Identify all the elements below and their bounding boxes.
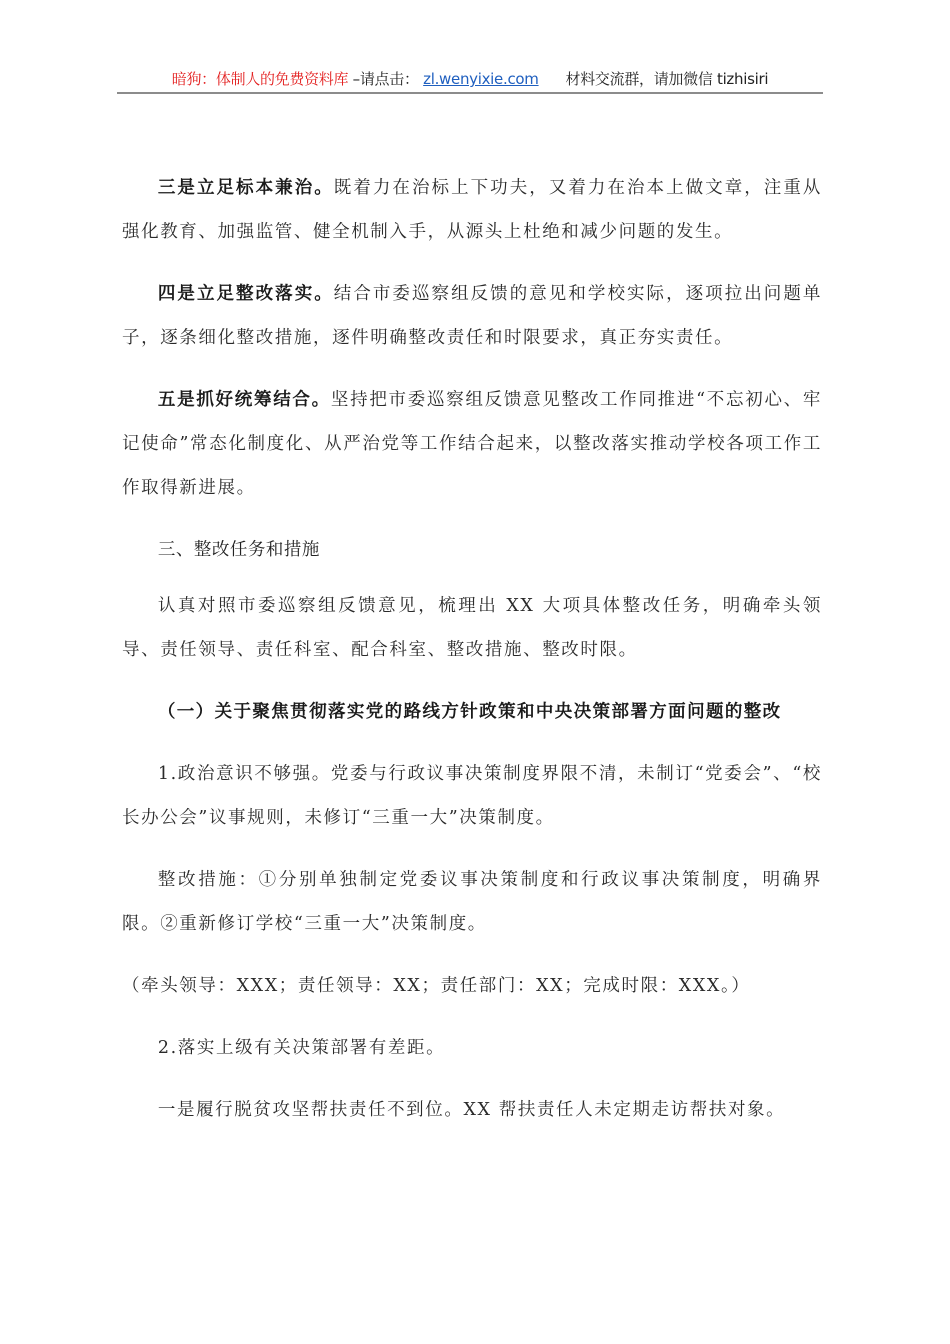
header-divider [117, 92, 823, 94]
paragraph-lead: 三是立足标本兼治。 [157, 178, 334, 198]
item-1-responsibility: （牵头领导：XXX；责任领导：XX；责任部门：XX；完成时限：XXX。） [122, 976, 751, 996]
item-1-measures: 整改措施：①分别单独制定党委议事决策制度和行政议事决策制度，明确界限。②重新修订学校“三重一大”决策制度。 [122, 870, 822, 934]
paragraph-lead: 五是抓好统筹结合。 [157, 390, 331, 410]
item-1: 1.政治意识不够强。党委与行政议事决策制度界限不清，未制订“党委会”、“校长办公会”议事规则，未修订“三重一大”决策制度。 [122, 764, 822, 828]
sub-heading-text: （一）关于聚焦贯彻落实党的路线方针政策和中央决策部署方面问题的整改 [157, 702, 782, 722]
paragraph-principle-3 [122, 166, 822, 254]
document-body [122, 166, 822, 1150]
paragraph-text: 既着力在治标上下功夫，又着力在治本上做文章，注重从强化教育、加强监管、健全机制入手，从源头上杜绝和减少问题的发生。 [122, 178, 822, 242]
page-header [117, 66, 823, 92]
sub-heading [122, 690, 822, 734]
section-heading-text: 三、整改任务和措施 [157, 540, 320, 560]
paragraph-principle-4 [122, 272, 822, 360]
header-contact: 材料交流群，请加微信 tizhisiri [565, 70, 769, 88]
paragraph-text: 坚持把市委巡察组反馈意见整改工作同推进“不忘初心、牢记使命”常态化制度化、从严治党等工作结合起来，以整改落实推动学校各项工作工作取得新进展。 [122, 390, 823, 498]
header-click-prefix: –请点击： [352, 70, 419, 88]
header-website-link[interactable]: zl.wenyixie.com [423, 70, 539, 88]
item-2-point-1: 一是履行脱贫攻坚帮扶责任不到位。XX 帮扶责任人未定期走访帮扶对象。 [157, 1100, 786, 1120]
item-2: 2.落实上级有关决策部署有差距。 [157, 1038, 446, 1058]
paragraph-lead: 四是立足整改落实。 [157, 284, 334, 304]
paragraph-principle-5 [122, 378, 822, 510]
section-intro: 认真对照市委巡察组反馈意见，梳理出 XX 大项具体整改任务，明确牵头领导、责任领导、责任科室、配合科室、整改措施、整改时限。 [122, 596, 822, 660]
header-brand: 暗狗：体制人的免费资料库 [171, 70, 349, 88]
paragraph-text: 结合市委巡察组反馈的意见和学校实际，逐项拉出问题单子，逐条细化整改措施，逐件明确整改责任和时限要求，真正夯实责任。 [122, 284, 822, 348]
section-heading [122, 528, 822, 572]
